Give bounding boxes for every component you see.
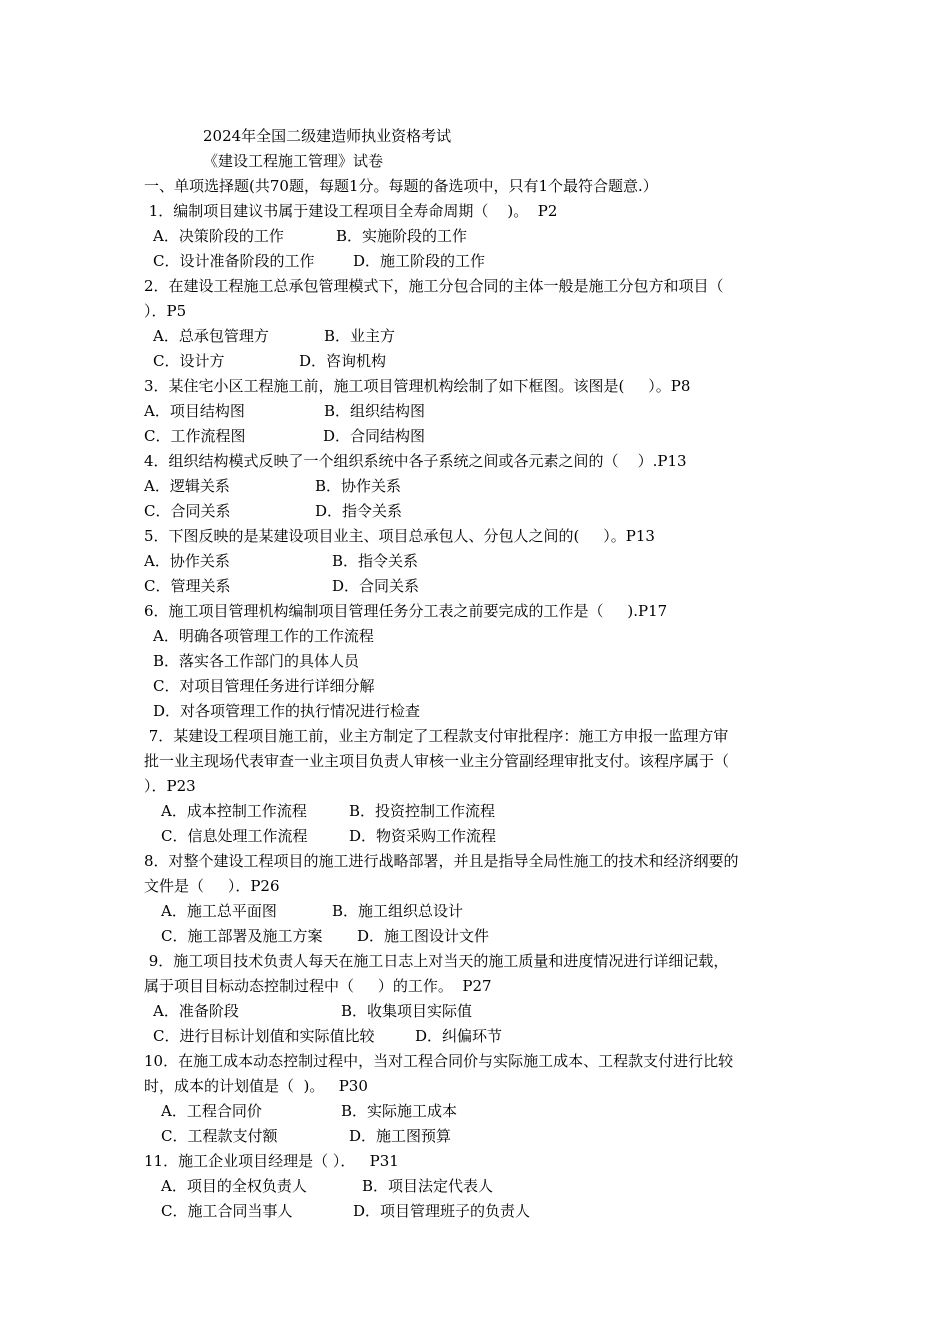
question-8-option-d: D．施工图设计文件 — [357, 927, 490, 945]
question-1-option-a: A．决策阶段的工作 — [153, 227, 284, 245]
question-9-option-d: D．纠偏环节 — [415, 1027, 503, 1045]
question-4-option-a: A．逻辑关系 — [144, 477, 230, 495]
question-8-stem: 8．对整个建设工程项目的施工进行战略部署，并且是指导全局性施工的技术和经济纲要的 — [144, 852, 739, 870]
question-4-stem: 4．组织结构模式反映了一个组织系统中各子系统之间或各元素之间的（ ）.P13 — [144, 452, 687, 470]
question-4-option-b: B．协作关系 — [315, 477, 402, 495]
question-3-option-d: D．合同结构图 — [323, 427, 426, 445]
question-11-stem: 11．施工企业项目经理是（ ）． P31 — [144, 1152, 399, 1170]
question-9-option-b: B．收集项目实际值 — [341, 1002, 473, 1020]
question-11-option-c: C．施工合同当事人 — [161, 1202, 293, 1220]
question-7-option-a: A．成本控制工作流程 — [161, 802, 307, 820]
question-1-option-b: B．实施阶段的工作 — [336, 227, 468, 245]
question-8-option-c: C．施工部署及施工方案 — [161, 927, 323, 945]
question-7-stem: 7．某建设工程项目施工前，业主方制定了工程款支付审批程序：施工方申报一监理方审 — [144, 727, 729, 745]
question-2-option-c: C．设计方 — [153, 352, 225, 370]
question-10-option-a: A．工程合同价 — [161, 1102, 262, 1120]
question-10-stem: 10．在施工成本动态控制过程中，当对工程合同价与实际施工成本、工程款支付进行比较 — [144, 1052, 734, 1070]
question-8-option-a: A．施工总平面图 — [161, 902, 277, 920]
question-5-option-a: A．协作关系 — [144, 552, 230, 570]
question-3-option-a: A．项目结构图 — [144, 402, 245, 420]
question-10-stem-cont: 时，成本的计划值是（ )。 P30 — [144, 1077, 368, 1095]
question-2-option-d: D．咨询机构 — [299, 352, 387, 370]
question-3-option-b: B．组织结构图 — [324, 402, 426, 420]
question-10-option-b: B．实际施工成本 — [341, 1102, 458, 1120]
question-7-option-c: C．信息处理工作流程 — [161, 827, 308, 845]
question-10-option-c: C．工程款支付额 — [161, 1127, 278, 1145]
question-5-stem: 5．下图反映的是某建设项目业主、项目总承包人、分包人之间的( ）。P13 — [144, 527, 655, 545]
question-1-stem: 1．编制项目建议书属于建设工程项目全寿命周期（ )。 P2 — [144, 202, 558, 220]
question-9-option-c: C．进行目标计划值和实际值比较 — [153, 1027, 375, 1045]
question-5-option-b: B．指令关系 — [332, 552, 419, 570]
question-3-stem: 3．某住宅小区工程施工前，施工项目管理机构绘制了如下框图。该图是( ）。P8 — [144, 377, 691, 395]
question-2-option-a: A．总承包管理方 — [153, 327, 269, 345]
question-8-option-b: B．施工组织总设计 — [332, 902, 464, 920]
question-4-option-d: D．指令关系 — [315, 502, 403, 520]
question-5-option-c: C．管理关系 — [144, 577, 231, 595]
question-9-option-a: A．准备阶段 — [153, 1002, 239, 1020]
question-6-option-c: C．对项目管理任务进行详细分解 — [153, 677, 375, 695]
question-4-option-c: C．合同关系 — [144, 502, 231, 520]
question-2-option-b: B．业主方 — [324, 327, 396, 345]
question-11-option-a: A．项目的全权负责人 — [161, 1177, 307, 1195]
question-11-option-b: B．项目法定代表人 — [362, 1177, 494, 1195]
question-6-option-b: B．落实各工作部门的具体人员 — [153, 652, 360, 670]
question-9-stem-cont: 属于项目目标动态控制过程中（ ）的工作。 P27 — [144, 977, 492, 995]
question-3-option-c: C．工作流程图 — [144, 427, 246, 445]
question-7-option-b: B．投资控制工作流程 — [349, 802, 496, 820]
question-8-stem-cont: 文件是（ ）．P26 — [144, 877, 280, 895]
question-2-stem: 2．在建设工程施工总承包管理模式下，施工分包合同的主体一般是施工分包方和项目（ — [144, 277, 724, 295]
question-2-stem-cont: ）．P5 — [144, 302, 187, 320]
question-7-option-d: D．物资采购工作流程 — [349, 827, 497, 845]
question-7-stem-end: ）．P23 — [144, 777, 196, 795]
exam-title: 2024年全国二级建造师执业资格考试 — [203, 127, 452, 145]
section-heading: 一、单项选择题(共70题，每题1分。每题的备选项中，只有1个最符合题意.） — [144, 177, 658, 195]
exam-subtitle: 《建设工程施工管理》试卷 — [203, 152, 384, 170]
question-1-option-c: C．设计准备阶段的工作 — [153, 252, 315, 270]
question-5-option-d: D．合同关系 — [332, 577, 420, 595]
question-9-stem: 9．施工项目技术负责人每天在施工日志上对当天的施工质量和进度情况进行详细记载， — [144, 952, 729, 970]
question-7-stem-cont: 批一业主现场代表审查一业主项目负责人审核一业主分管副经理审批支付。该程序属于（ — [144, 752, 730, 770]
question-10-option-d: D．施工图预算 — [349, 1127, 452, 1145]
question-6-stem: 6．施工项目管理机构编制项目管理任务分工表之前要完成的工作是（ ).P17 — [144, 602, 668, 620]
question-11-option-d: D．项目管理班子的负责人 — [353, 1202, 531, 1220]
question-6-option-a: A．明确各项管理工作的工作流程 — [153, 627, 374, 645]
question-6-option-d: D．对各项管理工作的执行情况进行检查 — [153, 702, 421, 720]
question-1-option-d: D．施工阶段的工作 — [353, 252, 486, 270]
